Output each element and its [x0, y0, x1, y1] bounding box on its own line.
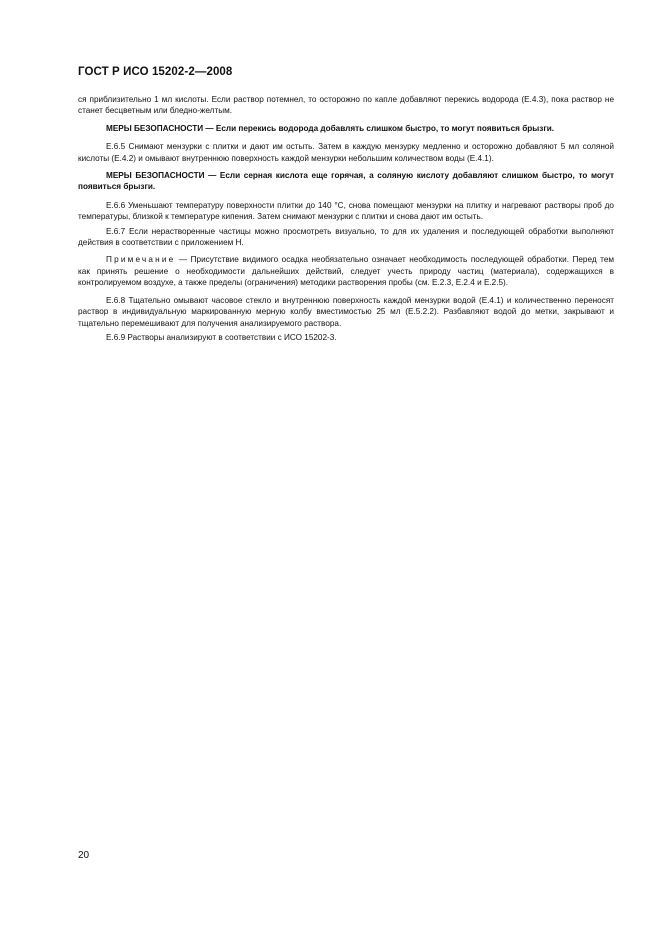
note-text: — Присутствие видимого осадка необязательно означает необходимость последующей обработки. Перед тем как принять решение о необходимости дальнейших действий, следует учесть природу частиц (материала), содержащихся в контролируемом воздухе, а также пределы (ограничения) методики растворения пробы (см. Е.2.3, Е.2.4 и Е.2.5).	[78, 255, 614, 288]
document-body	[78, 94, 614, 349]
paragraph-e-6-6: Е.6.6 Уменьшают температуру поверхности плитки до 140 °С, снова помещают мензурки на плитку и нагревают растворы проб до температуры, близкой к температуре кипения. Затем снимают мензурки с плитки и снова дают им остыть.	[78, 200, 614, 222]
note-label: Примечание	[106, 255, 176, 265]
safety-warning-hydrogen-peroxide: МЕРЫ БЕЗОПАСНОСТИ — Если перекись водорода добавлять слишком быстро, то могут появиться брызги.	[106, 123, 555, 133]
paragraph-continuation: ся приблизительно 1 мл кислоты. Если раствор потемнел, то осторожно по капле добавляют перекись водорода (Е.4.3), пока раствор не станет бесцветным или бледно-желтым.	[78, 95, 614, 116]
document-header: ГОСТ Р ИСО 15202-2—2008	[78, 66, 233, 78]
note-paragraph	[78, 254, 614, 288]
page-number: 20	[78, 850, 90, 861]
safety-warning-sulfuric-acid: МЕРЫ БЕЗОПАСНОСТИ — Если серная кислота еще горячая, а соляную кислоту добавляют слишком быстро, то могут появиться брызги.	[78, 171, 614, 192]
paragraph-e-6-9: Е.6.9 Растворы анализируют в соответствии с ИСО 15202-3.	[106, 332, 337, 342]
paragraph-e-6-5: Е.6.5 Снимают мензурки с плитки и дают им остыть. Затем в каждую мензурку медленно и осторожно добавляют 5 мл соляной кислоты (Е.4.2) и омывают внутреннюю поверхность каждой мензурки небольшим количеством воды (Е.4.1).	[78, 142, 614, 163]
paragraph-e-6-8: Е.6.8 Тщательно омывают часовое стекло и внутреннюю поверхность каждой мензурки водой (Е.4.1) и количественно переносят раствор в индивидуальную маркированную мерную колбу вместимостью 25 мл (Е.5.2.2). Разбавляют водой до метки, закрывают и тщательно перемешивают для получения анализируемого раствора.	[78, 295, 614, 328]
paragraph-e-6-7: Е.6.7 Если нерастворенные частицы можно просмотреть визуально, то для их удаления и последующей обработки выполняют действия в соответствии с приложением Н.	[78, 226, 614, 248]
